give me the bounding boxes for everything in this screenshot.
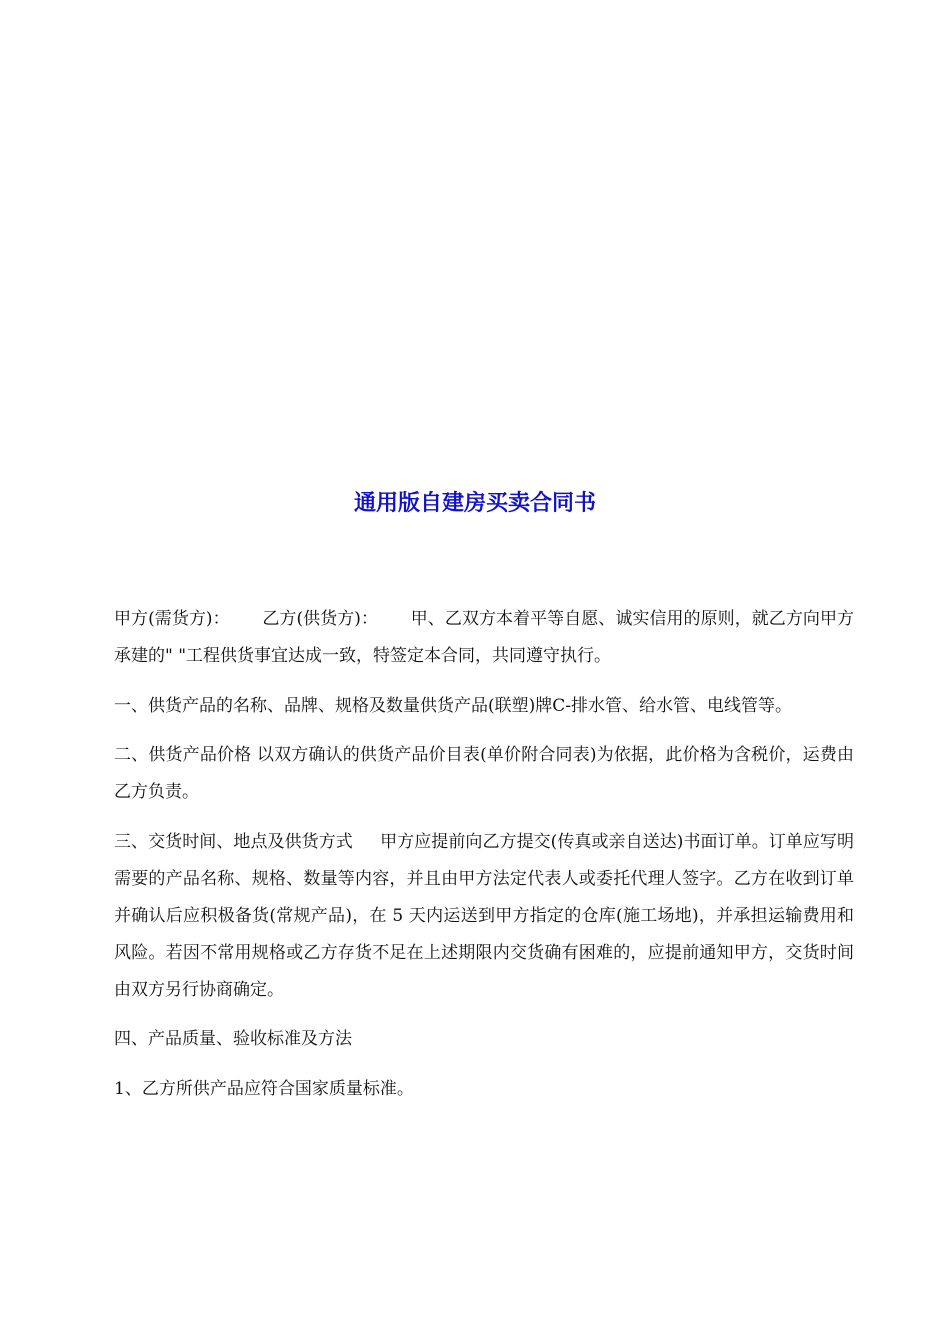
paragraph-section-3: 三、交货时间、地点及供货方式 甲方应提前向乙方提交(传真或亲自送达)书面订单。订单应写明需要的产品名称、规格、数量等内容，并且由甲方法定代表人或委托代理人签字。乙方在收到订单并确认后应积极备货(常规产品)，在 5 天内运送到甲方指定的仓库(施工场地)，并承担运输费用和风险。若因不常用规格或乙方存货不足在上述期限内交货确有困难的，应提前通知甲方，交货时间由双方另行协商确定。 (114, 831, 854, 1000)
paragraph-section-4: 四、产品质量、验收标准及方法 (114, 1029, 352, 1050)
paragraph-parties: 甲方(需货方)： 乙方(供货方)： 甲、乙双方本着平等自愿、诚实信用的原则，就乙方向甲方承建的" "工程供货事宜达成一致，特签定本合同，共同遵守执行。 (114, 609, 854, 666)
document-body (114, 601, 854, 1121)
document-title: 通用版自建房买卖合同书 (353, 491, 596, 516)
paragraph-section-1: 一、供货产品的名称、品牌、规格及数量供货产品(联塑)牌C-排水管、给水管、电线管等。 (114, 695, 793, 716)
paragraph-section-4-item-1: 1、乙方所供产品应符合国家质量标准。 (114, 1078, 414, 1099)
paragraph-section-2: 二、供货产品价格 以双方确认的供货产品价目表(单价附合同表)为依据，此价格为含税价，运费由乙方负责。 (114, 745, 854, 803)
